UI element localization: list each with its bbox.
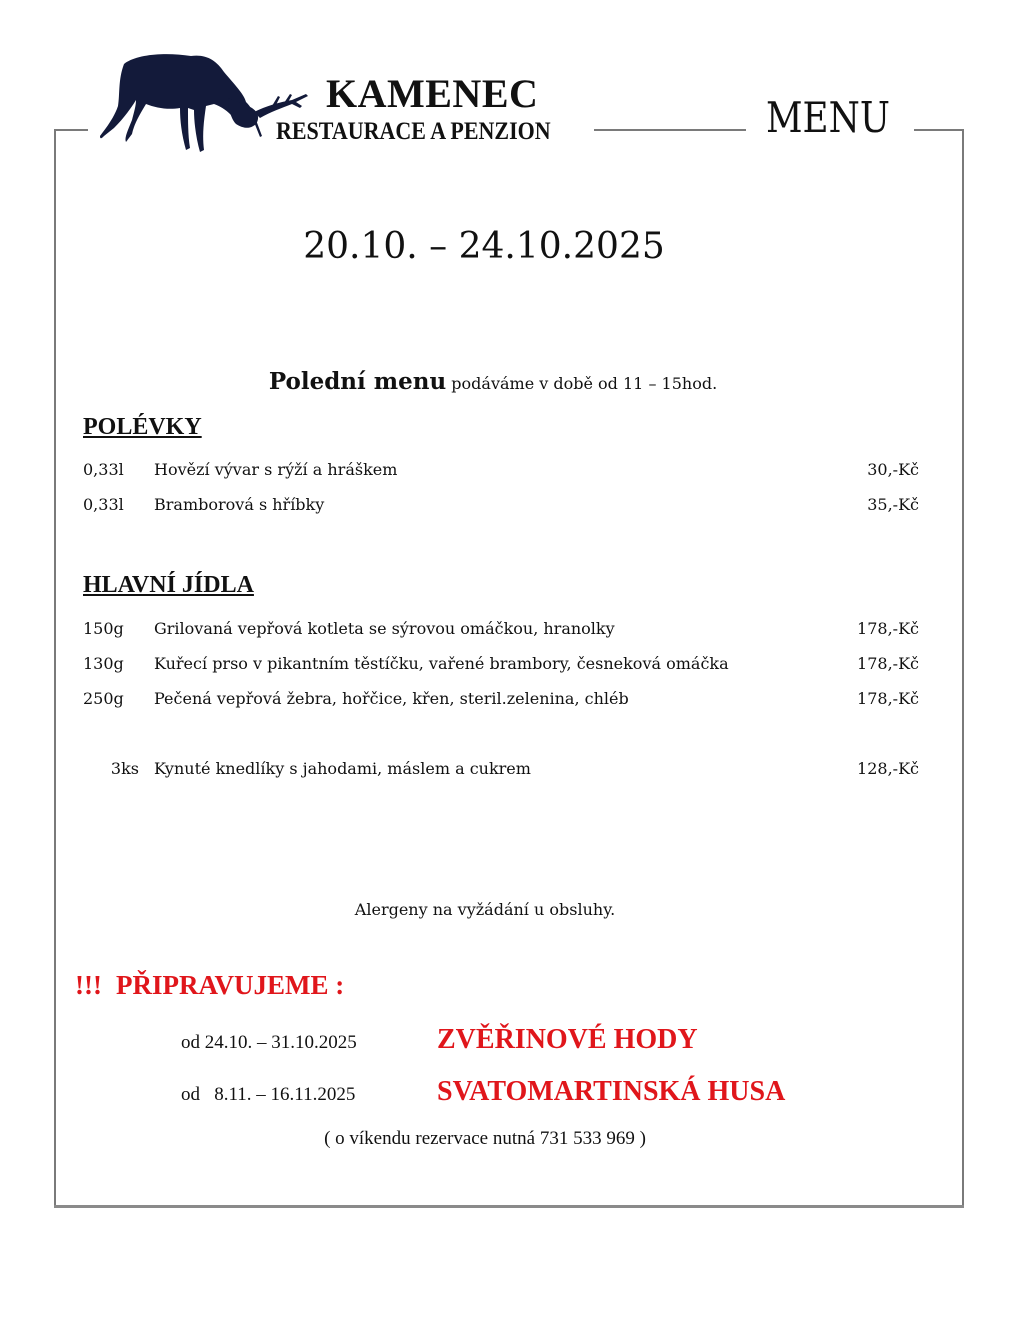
menu-item-dessert	[83, 759, 919, 783]
item-name: Kuřecí prso v pikantním těstíčku, vařené brambory, česneková omáčka	[154, 654, 729, 673]
item-name: Hovězí vývar s rýží a hráškem	[154, 460, 398, 479]
upcoming-event	[0, 1024, 1020, 1058]
item-price: 178,-Kč	[857, 689, 919, 708]
item-quantity: 0,33l	[83, 460, 124, 479]
date-range: 20.10. – 24.10.2025	[303, 226, 665, 267]
item-price: 178,-Kč	[857, 654, 919, 673]
item-price: 30,-Kč	[867, 460, 919, 479]
menu-title: MENU	[766, 93, 890, 142]
event-name: SVATOMARTINSKÁ HUSA	[437, 1076, 786, 1107]
item-name: Grilovaná vepřová kotleta se sýrovou omáčkou, hranolky	[154, 619, 615, 638]
soups-heading: POLÉVKY	[83, 414, 202, 440]
item-price: 178,-Kč	[857, 619, 919, 638]
item-quantity: 3ks	[110, 759, 139, 778]
item-price: 128,-Kč	[857, 759, 919, 778]
menu-item	[83, 460, 919, 484]
item-quantity: 130g	[83, 654, 124, 673]
item-quantity: 250g	[83, 689, 124, 708]
menu-item	[83, 495, 919, 519]
item-price: 35,-Kč	[867, 495, 919, 514]
brand-name: KAMENEC	[326, 71, 539, 116]
item-name: Kynuté knedlíky s jahodami, máslem a cukrem	[154, 759, 531, 778]
lunch-menu-hours: podáváme v době od 11 – 15hod.	[451, 374, 718, 393]
menu-item	[83, 619, 919, 643]
brand-subtitle: RESTAURACE A PENZION	[276, 118, 551, 145]
upcoming-heading	[75, 970, 344, 1001]
reservation-note: ( o víkendu rezervace nutná 731 533 969 )	[324, 1128, 646, 1149]
item-quantity: 0,33l	[83, 495, 124, 514]
lunch-menu-title: Polední menu	[268, 368, 447, 395]
frame-border-top-left	[54, 129, 88, 131]
event-name: ZVĚŘINOVÉ HODY	[437, 1024, 698, 1055]
menu-item	[83, 689, 919, 713]
menu-item	[83, 654, 919, 678]
item-quantity: 150g	[83, 619, 124, 638]
upcoming-event	[0, 1076, 1020, 1110]
frame-border-top-middle	[594, 129, 746, 131]
frame-border-bottom	[54, 1205, 964, 1208]
mains-heading: HLAVNÍ JÍDLA	[83, 572, 254, 598]
allergens-note: Alergeny na vyžádání u obsluhy.	[354, 900, 616, 919]
frame-border-top-right	[914, 129, 964, 131]
lunch-menu-line	[0, 368, 986, 395]
exclamation-marks: !!!	[75, 970, 102, 1000]
event-date-range: od 24.10. – 31.10.2025	[181, 1032, 357, 1053]
upcoming-title: PŘIPRAVUJEME :	[115, 970, 345, 1000]
event-date-range: od 8.11. – 16.11.2025	[181, 1084, 356, 1105]
item-name: Pečená vepřová žebra, hořčice, křen, steril.zelenina, chléb	[154, 689, 629, 708]
item-name: Bramborová s hříbky	[154, 495, 325, 514]
